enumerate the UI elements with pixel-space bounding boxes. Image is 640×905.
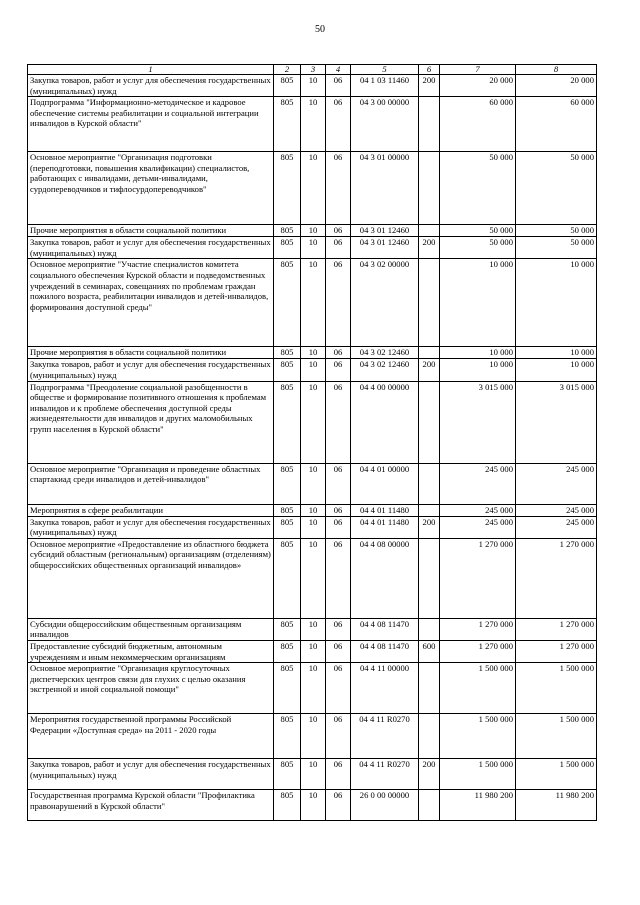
row-name-cell: Предоставление субсидий бюджетным, автономным учреждениям и иным некоммерческим организациям	[28, 640, 274, 662]
table-row	[28, 237, 597, 259]
col-header-vr: 6	[419, 65, 440, 75]
row-csr-cell: 04 4 01 00000	[351, 463, 419, 504]
row-sum2-cell: 1 270 000	[516, 640, 597, 662]
row-sum2-cell: 50 000	[516, 225, 597, 237]
row-sum2-cell: 10 000	[516, 347, 597, 359]
row-ved-cell: 805	[274, 790, 301, 821]
row-vr-cell	[419, 225, 440, 237]
row-csr-cell: 04 3 01 12460	[351, 237, 419, 259]
row-rz-cell: 10	[301, 538, 326, 618]
row-sum1-cell: 1 270 000	[440, 538, 516, 618]
row-sum2-cell: 1 500 000	[516, 759, 597, 790]
row-csr-cell: 04 4 11 R0270	[351, 759, 419, 790]
row-name-cell: Мероприятия государственной программы Российской Федерации «Доступная среда» на 2011 - 2020 годы	[28, 714, 274, 759]
row-rz-cell: 10	[301, 714, 326, 759]
row-sum2-cell: 245 000	[516, 463, 597, 504]
row-vr-cell	[419, 714, 440, 759]
row-csr-cell: 04 3 02 12460	[351, 347, 419, 359]
row-sum2-cell: 10 000	[516, 259, 597, 347]
row-vr-cell	[419, 504, 440, 516]
row-vr-cell: 200	[419, 359, 440, 381]
row-sum2-cell: 11 980 200	[516, 790, 597, 821]
row-ved-cell: 805	[274, 640, 301, 662]
row-name-cell: Мероприятия в сфере реабилитации	[28, 504, 274, 516]
row-ved-cell: 805	[274, 516, 301, 538]
row-name-cell: Закупка товаров, работ и услуг для обеспечения государственных (муниципальных) нужд	[28, 359, 274, 381]
row-name-cell: Подпрограмма "Информационно-методическое и кадровое обеспечение системы реабилитации и социальной интеграции инвалидов в Курской области"	[28, 97, 274, 152]
row-ved-cell: 805	[274, 381, 301, 463]
row-pr-cell: 06	[326, 259, 351, 347]
row-sum2-cell: 1 500 000	[516, 663, 597, 714]
row-rz-cell: 10	[301, 381, 326, 463]
col-header-pr: 4	[326, 65, 351, 75]
row-pr-cell: 06	[326, 663, 351, 714]
row-sum2-cell: 10 000	[516, 359, 597, 381]
row-csr-cell: 04 3 02 12460	[351, 359, 419, 381]
row-sum1-cell: 3 015 000	[440, 381, 516, 463]
row-sum2-cell: 1 500 000	[516, 714, 597, 759]
row-vr-cell	[419, 538, 440, 618]
row-csr-cell: 26 0 00 00000	[351, 790, 419, 821]
row-name-cell: Закупка товаров, работ и услуг для обеспечения государственных (муниципальных) нужд	[28, 516, 274, 538]
row-ved-cell: 805	[274, 75, 301, 97]
row-vr-cell	[419, 347, 440, 359]
row-csr-cell: 04 4 08 11470	[351, 640, 419, 662]
row-sum2-cell: 245 000	[516, 504, 597, 516]
row-rz-cell: 10	[301, 463, 326, 504]
table-row	[28, 381, 597, 463]
row-rz-cell: 10	[301, 790, 326, 821]
row-sum1-cell: 50 000	[440, 225, 516, 237]
row-vr-cell	[419, 790, 440, 821]
row-csr-cell: 04 3 00 00000	[351, 97, 419, 152]
row-pr-cell: 06	[326, 714, 351, 759]
row-rz-cell: 10	[301, 663, 326, 714]
row-pr-cell: 06	[326, 463, 351, 504]
row-name-cell: Закупка товаров, работ и услуг для обеспечения государственных (муниципальных) нужд	[28, 75, 274, 97]
row-sum1-cell: 1 500 000	[440, 714, 516, 759]
row-sum1-cell: 10 000	[440, 347, 516, 359]
row-sum1-cell: 1 500 000	[440, 759, 516, 790]
row-csr-cell: 04 4 08 11470	[351, 618, 419, 640]
row-sum1-cell: 50 000	[440, 237, 516, 259]
row-pr-cell: 06	[326, 504, 351, 516]
row-csr-cell: 04 1 03 11460	[351, 75, 419, 97]
row-rz-cell: 10	[301, 640, 326, 662]
table-header-row	[28, 65, 597, 75]
table-row	[28, 640, 597, 662]
row-pr-cell: 06	[326, 75, 351, 97]
table-row	[28, 463, 597, 504]
row-ved-cell: 805	[274, 152, 301, 225]
row-name-cell: Закупка товаров, работ и услуг для обеспечения государственных (муниципальных) нужд	[28, 237, 274, 259]
row-csr-cell: 04 3 01 00000	[351, 152, 419, 225]
row-vr-cell	[419, 618, 440, 640]
table-row	[28, 75, 597, 97]
table-row	[28, 714, 597, 759]
row-sum2-cell: 245 000	[516, 516, 597, 538]
table-row	[28, 504, 597, 516]
row-pr-cell: 06	[326, 347, 351, 359]
row-sum1-cell: 1 500 000	[440, 663, 516, 714]
row-ved-cell: 805	[274, 714, 301, 759]
row-sum1-cell: 1 270 000	[440, 618, 516, 640]
table-row	[28, 152, 597, 225]
row-rz-cell: 10	[301, 618, 326, 640]
row-pr-cell: 06	[326, 237, 351, 259]
row-name-cell: Основное мероприятие "Организация и проведение областных спартакиад среди инвалидов и детей-инвалидов"	[28, 463, 274, 504]
row-sum1-cell: 20 000	[440, 75, 516, 97]
row-sum1-cell: 245 000	[440, 504, 516, 516]
row-name-cell: Основное мероприятие «Предоставление из областного бюджета субсидий областным (региональным) организациям (отделениям) общероссийских общественных организаций инвалидов»	[28, 538, 274, 618]
row-rz-cell: 10	[301, 225, 326, 237]
row-vr-cell	[419, 463, 440, 504]
row-vr-cell	[419, 381, 440, 463]
row-rz-cell: 10	[301, 347, 326, 359]
row-sum2-cell: 50 000	[516, 237, 597, 259]
row-csr-cell: 04 4 11 R0270	[351, 714, 419, 759]
row-vr-cell	[419, 152, 440, 225]
row-sum1-cell: 10 000	[440, 259, 516, 347]
row-sum2-cell: 1 270 000	[516, 618, 597, 640]
row-ved-cell: 805	[274, 225, 301, 237]
row-sum1-cell: 1 270 000	[440, 640, 516, 662]
row-pr-cell: 06	[326, 225, 351, 237]
row-ved-cell: 805	[274, 463, 301, 504]
table-row	[28, 347, 597, 359]
row-rz-cell: 10	[301, 504, 326, 516]
table-row	[28, 225, 597, 237]
table-row	[28, 663, 597, 714]
row-name-cell: Основное мероприятие "Участие специалистов комитета социального обеспечения Курской области и подведомственных учреждений в семинарах, совещаниях по проблемам граждан пожилого возраста, реабилитации инвалидов и детей-инвалидов, формирования доступной среды"	[28, 259, 274, 347]
row-vr-cell: 200	[419, 75, 440, 97]
row-sum1-cell: 11 980 200	[440, 790, 516, 821]
table-row	[28, 790, 597, 821]
row-csr-cell: 04 3 01 12460	[351, 225, 419, 237]
table-row	[28, 618, 597, 640]
row-rz-cell: 10	[301, 759, 326, 790]
row-sum1-cell: 50 000	[440, 152, 516, 225]
row-rz-cell: 10	[301, 359, 326, 381]
col-header-ved: 2	[274, 65, 301, 75]
row-ved-cell: 805	[274, 618, 301, 640]
row-sum2-cell: 3 015 000	[516, 381, 597, 463]
row-rz-cell: 10	[301, 97, 326, 152]
row-rz-cell: 10	[301, 516, 326, 538]
table-row	[28, 259, 597, 347]
col-header-sum2: 8	[516, 65, 597, 75]
row-pr-cell: 06	[326, 790, 351, 821]
budget-table	[27, 64, 597, 821]
row-ved-cell: 805	[274, 504, 301, 516]
row-ved-cell: 805	[274, 538, 301, 618]
row-rz-cell: 10	[301, 75, 326, 97]
table-row	[28, 538, 597, 618]
row-csr-cell: 04 4 08 00000	[351, 538, 419, 618]
row-csr-cell: 04 4 00 00000	[351, 381, 419, 463]
row-name-cell: Субсидии общероссийским общественным организациям инвалидов	[28, 618, 274, 640]
row-rz-cell: 10	[301, 152, 326, 225]
page-number: 50	[315, 24, 325, 35]
row-pr-cell: 06	[326, 381, 351, 463]
row-name-cell: Основное мероприятие "Организация круглосуточных диспетчерских центров связи для глухих с целью оказания экстренной и иной социальной помощи"	[28, 663, 274, 714]
row-sum1-cell: 245 000	[440, 463, 516, 504]
row-csr-cell: 04 4 01 11480	[351, 516, 419, 538]
row-vr-cell: 200	[419, 759, 440, 790]
row-name-cell: Подпрограмма "Преодоление социальной разобщенности в обществе и формирование позитивного отношения к проблемам инвалидов и к проблеме обеспечения доступной среды жизнедеятельности для инвалидов и других маломобильных групп населения в Курской области"	[28, 381, 274, 463]
row-name-cell: Государственная программа Курской области "Профилактика правонарушений в Курской области"	[28, 790, 274, 821]
table-row	[28, 516, 597, 538]
row-name-cell: Закупка товаров, работ и услуг для обеспечения государственных (муниципальных) нужд	[28, 759, 274, 790]
table-row	[28, 97, 597, 152]
row-pr-cell: 06	[326, 538, 351, 618]
col-header-csr: 5	[351, 65, 419, 75]
row-ved-cell: 805	[274, 237, 301, 259]
row-sum1-cell: 245 000	[440, 516, 516, 538]
row-ved-cell: 805	[274, 759, 301, 790]
row-sum2-cell: 1 270 000	[516, 538, 597, 618]
row-sum2-cell: 60 000	[516, 97, 597, 152]
row-csr-cell: 04 4 01 11480	[351, 504, 419, 516]
row-sum2-cell: 20 000	[516, 75, 597, 97]
row-pr-cell: 06	[326, 152, 351, 225]
row-name-cell: Прочие мероприятия в области социальной политики	[28, 225, 274, 237]
row-pr-cell: 06	[326, 359, 351, 381]
row-name-cell: Основное мероприятие "Организация подготовки (переподготовки, повышения квалификации) специалистов, работающих с инвалидами, детьми-инвалидами, сурдопереводчиков и тифлосурдопереводчиков"	[28, 152, 274, 225]
row-pr-cell: 06	[326, 759, 351, 790]
table-row	[28, 359, 597, 381]
col-header-name: 1	[28, 65, 274, 75]
row-pr-cell: 06	[326, 640, 351, 662]
row-ved-cell: 805	[274, 259, 301, 347]
row-sum2-cell: 50 000	[516, 152, 597, 225]
row-rz-cell: 10	[301, 259, 326, 347]
row-rz-cell: 10	[301, 237, 326, 259]
row-vr-cell: 200	[419, 237, 440, 259]
row-vr-cell: 600	[419, 640, 440, 662]
row-vr-cell	[419, 663, 440, 714]
row-vr-cell: 200	[419, 516, 440, 538]
row-ved-cell: 805	[274, 97, 301, 152]
row-pr-cell: 06	[326, 618, 351, 640]
row-pr-cell: 06	[326, 516, 351, 538]
col-header-rz: 3	[301, 65, 326, 75]
row-ved-cell: 805	[274, 359, 301, 381]
row-ved-cell: 805	[274, 663, 301, 714]
row-name-cell: Прочие мероприятия в области социальной политики	[28, 347, 274, 359]
row-vr-cell	[419, 97, 440, 152]
row-vr-cell	[419, 259, 440, 347]
row-sum1-cell: 10 000	[440, 359, 516, 381]
col-header-sum1: 7	[440, 65, 516, 75]
row-sum1-cell: 60 000	[440, 97, 516, 152]
row-pr-cell: 06	[326, 97, 351, 152]
row-csr-cell: 04 3 02 00000	[351, 259, 419, 347]
row-ved-cell: 805	[274, 347, 301, 359]
table-row	[28, 759, 597, 790]
row-csr-cell: 04 4 11 00000	[351, 663, 419, 714]
